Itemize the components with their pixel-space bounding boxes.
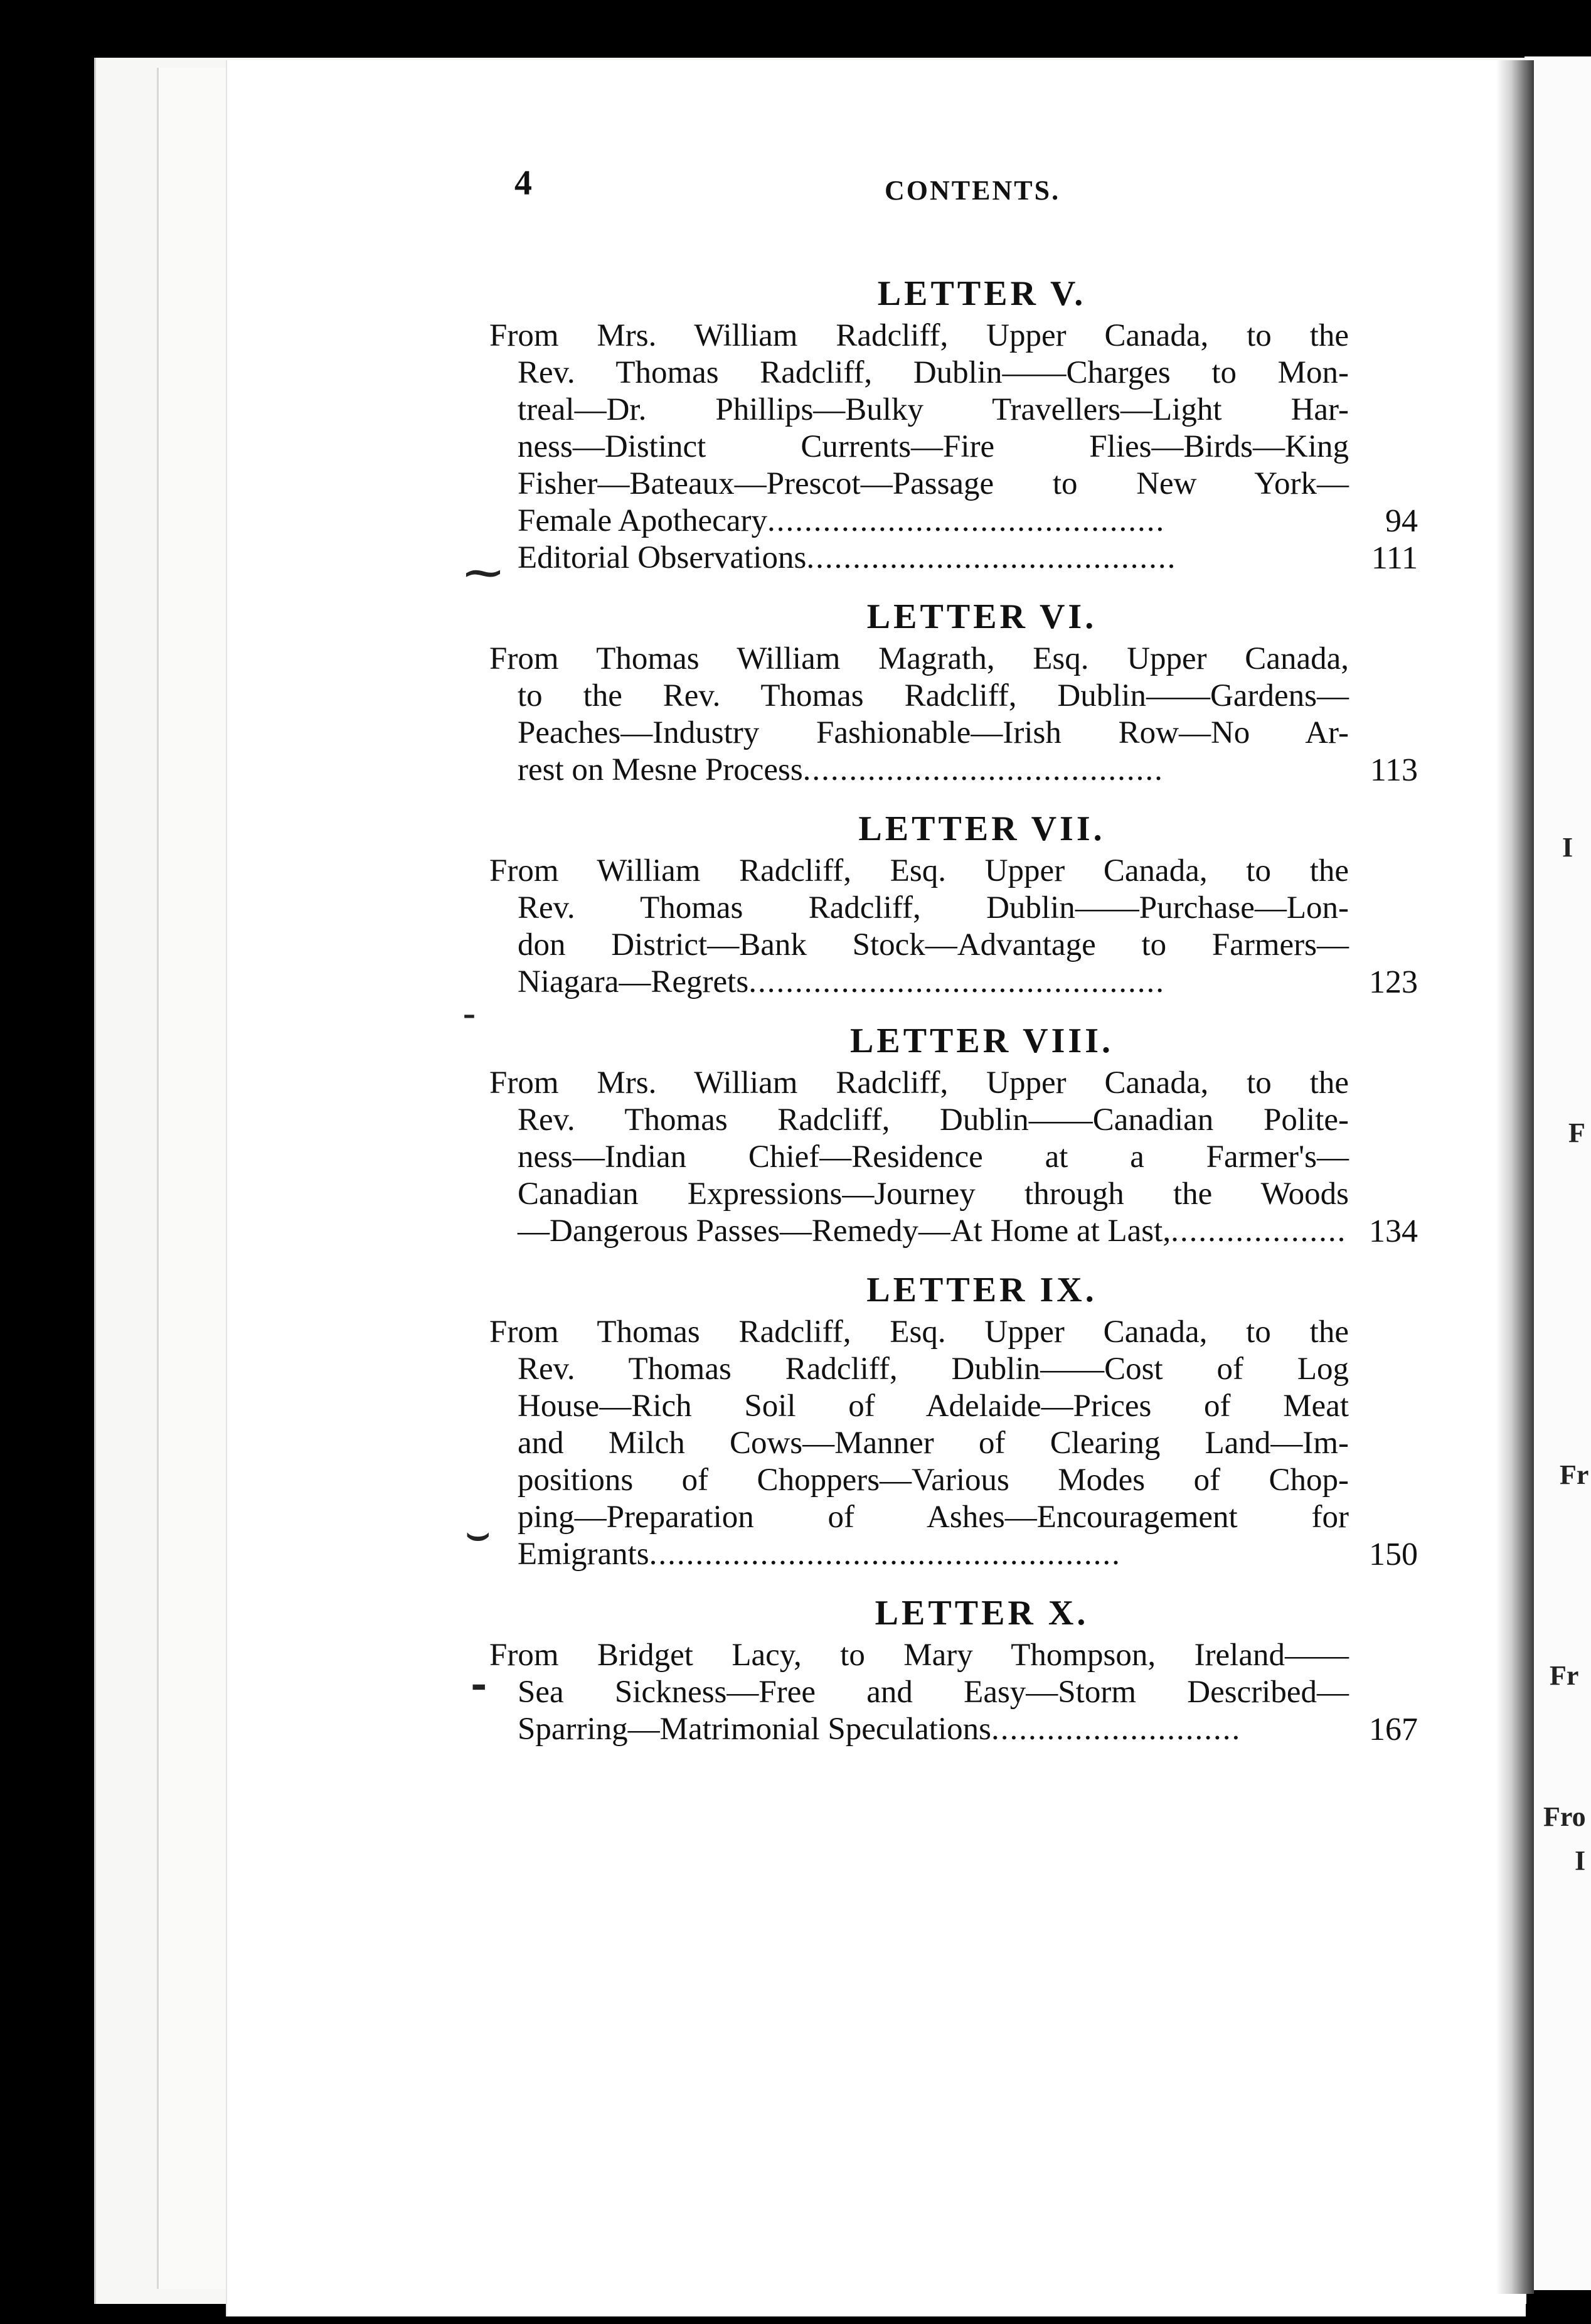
toc-entry <box>489 540 1418 577</box>
page-reference: 150 <box>1369 1537 1418 1572</box>
entry-line: From Mrs. William Radcliff, Upper Canada, to the <box>489 318 1349 353</box>
entry-line <box>489 964 1418 1001</box>
letter-section <box>489 1589 1418 1748</box>
entry-line: Canadian Expressions—Journey through the Woods <box>518 1176 1349 1212</box>
entry-line: Peaches—Industry Fashionable—Irish Row—No Ar- <box>518 715 1349 750</box>
facing-page-fragment: Fr <box>1550 1660 1579 1691</box>
facing-page-fragment: I <box>1562 832 1573 863</box>
facing-page-fragment: I <box>1575 1845 1586 1876</box>
toc-entry <box>489 641 1418 789</box>
letter-heading: LETTER VII. <box>858 809 1105 848</box>
entry-line-text: Female Apothecary <box>518 503 767 538</box>
facing-page-fragment: Fro <box>1543 1801 1586 1832</box>
page-reference: 111 <box>1371 540 1418 576</box>
letter-section <box>489 270 1418 577</box>
page-reference: 113 <box>1370 752 1418 788</box>
entry-line: ness—Distinct Currents—Fire Flies—Birds—King <box>518 429 1349 464</box>
entry-line: From Bridget Lacy, to Mary Thompson, Ireland—— <box>489 1638 1349 1673</box>
margin-tick-mark: ⁓ <box>464 552 502 594</box>
entry-line-text: rest on Mesne Process <box>518 752 803 787</box>
letter-heading: LETTER X. <box>875 1594 1089 1633</box>
table-of-contents <box>489 270 1418 1764</box>
entry-line <box>489 540 1418 577</box>
entry-line: From Mrs. William Radcliff, Upper Canada, to the <box>489 1065 1349 1101</box>
entry-line <box>489 752 1418 789</box>
page-reference: 167 <box>1369 1712 1418 1747</box>
margin-tick-mark: - <box>463 992 476 1033</box>
entry-line: positions of Choppers—Various Modes of Chop- <box>518 1463 1349 1498</box>
entry-line: Rev. Thomas Radcliff, Dublin——Purchase—Lon- <box>518 890 1349 925</box>
letter-section <box>489 1017 1418 1250</box>
letter-section <box>489 1266 1418 1573</box>
letter-section <box>489 805 1418 1001</box>
entry-line: ness—Indian Chief—Residence at a Farmer's— <box>518 1139 1349 1175</box>
toc-entry <box>489 317 1418 540</box>
entry-line: Rev. Thomas Radcliff, Dublin——Cost of Log <box>518 1351 1349 1387</box>
letter-heading: LETTER VIII. <box>849 1021 1114 1060</box>
entry-line: Rev. Thomas Radcliff, Dublin——Charges to Mon- <box>518 355 1349 390</box>
toc-entry <box>489 853 1418 1001</box>
page-reference: 94 <box>1385 503 1418 539</box>
dot-leader: ....................................... <box>802 752 1164 787</box>
entry-line: to the Rev. Thomas Radcliff, Dublin——Gardens— <box>518 678 1349 713</box>
margin-tick-mark: ⌣ <box>466 1513 491 1554</box>
facing-page-edge <box>1524 56 1591 2290</box>
letter-heading: LETTER VI. <box>866 597 1097 636</box>
dot-leader: ................................................... <box>649 1537 1121 1572</box>
dot-leader: ........................................ <box>806 540 1177 575</box>
page-gutter-shadow <box>1496 60 1534 2294</box>
entry-line <box>489 1213 1418 1250</box>
entry-line-text: Editorial Observations <box>518 540 807 575</box>
entry-line: and Milch Cows—Manner of Clearing Land—Im- <box>518 1426 1349 1461</box>
dot-leader: ................... <box>1171 1213 1347 1249</box>
toc-entry <box>489 1637 1418 1748</box>
entry-line: From Thomas Radcliff, Esq. Upper Canada, to the <box>489 1314 1349 1350</box>
dot-leader: ........................... <box>991 1712 1242 1747</box>
entry-line <box>489 503 1418 540</box>
letter-heading: LETTER IX. <box>866 1271 1097 1309</box>
entry-line-text: Sparring—Matrimonial Speculations <box>518 1712 991 1747</box>
facing-page-fragment: Fr <box>1560 1459 1589 1490</box>
entry-line-text: Emigrants <box>518 1537 649 1572</box>
entry-line-text: —Dangerous Passes—Remedy—At Home at Last, <box>518 1213 1171 1249</box>
dot-leader: ........................................... <box>767 503 1166 538</box>
margin-tick-mark: ⁃ <box>469 1668 488 1709</box>
page-reference: 134 <box>1369 1213 1418 1249</box>
page-number: 4 <box>514 164 532 203</box>
entry-line: From William Radcliff, Esq. Upper Canada, to the <box>489 853 1349 888</box>
entry-line: Sea Sickness—Free and Easy—Storm Described— <box>518 1675 1349 1710</box>
letter-heading: LETTER V. <box>877 274 1087 313</box>
dot-leader: ............................................. <box>748 964 1165 999</box>
running-head-title: CONTENTS. <box>885 175 1061 206</box>
entry-line-text: Niagara—Regrets <box>518 964 749 999</box>
toc-entry <box>489 1314 1418 1573</box>
entry-line: don District—Bank Stock—Advantage to Farmers— <box>518 927 1349 962</box>
entry-line: From Thomas William Magrath, Esq. Upper Canada, <box>489 641 1349 676</box>
entry-line: ping—Preparation of Ashes—Encouragement for <box>518 1500 1349 1535</box>
entry-line: Fisher—Bateaux—Prescot—Passage to New York— <box>518 466 1349 501</box>
entry-line: Rev. Thomas Radcliff, Dublin——Canadian Polite- <box>518 1102 1349 1138</box>
entry-line: House—Rich Soil of Adelaide—Prices of Meat <box>518 1389 1349 1424</box>
entry-line: treal—Dr. Phillips—Bulky Travellers—Light Har- <box>518 392 1349 427</box>
running-head <box>514 163 1393 207</box>
letter-section <box>489 593 1418 789</box>
facing-page-fragment: F <box>1568 1117 1585 1148</box>
page-reference: 123 <box>1369 964 1418 1000</box>
toc-entry <box>489 1065 1418 1250</box>
entry-line <box>489 1536 1418 1573</box>
entry-line <box>489 1711 1418 1748</box>
